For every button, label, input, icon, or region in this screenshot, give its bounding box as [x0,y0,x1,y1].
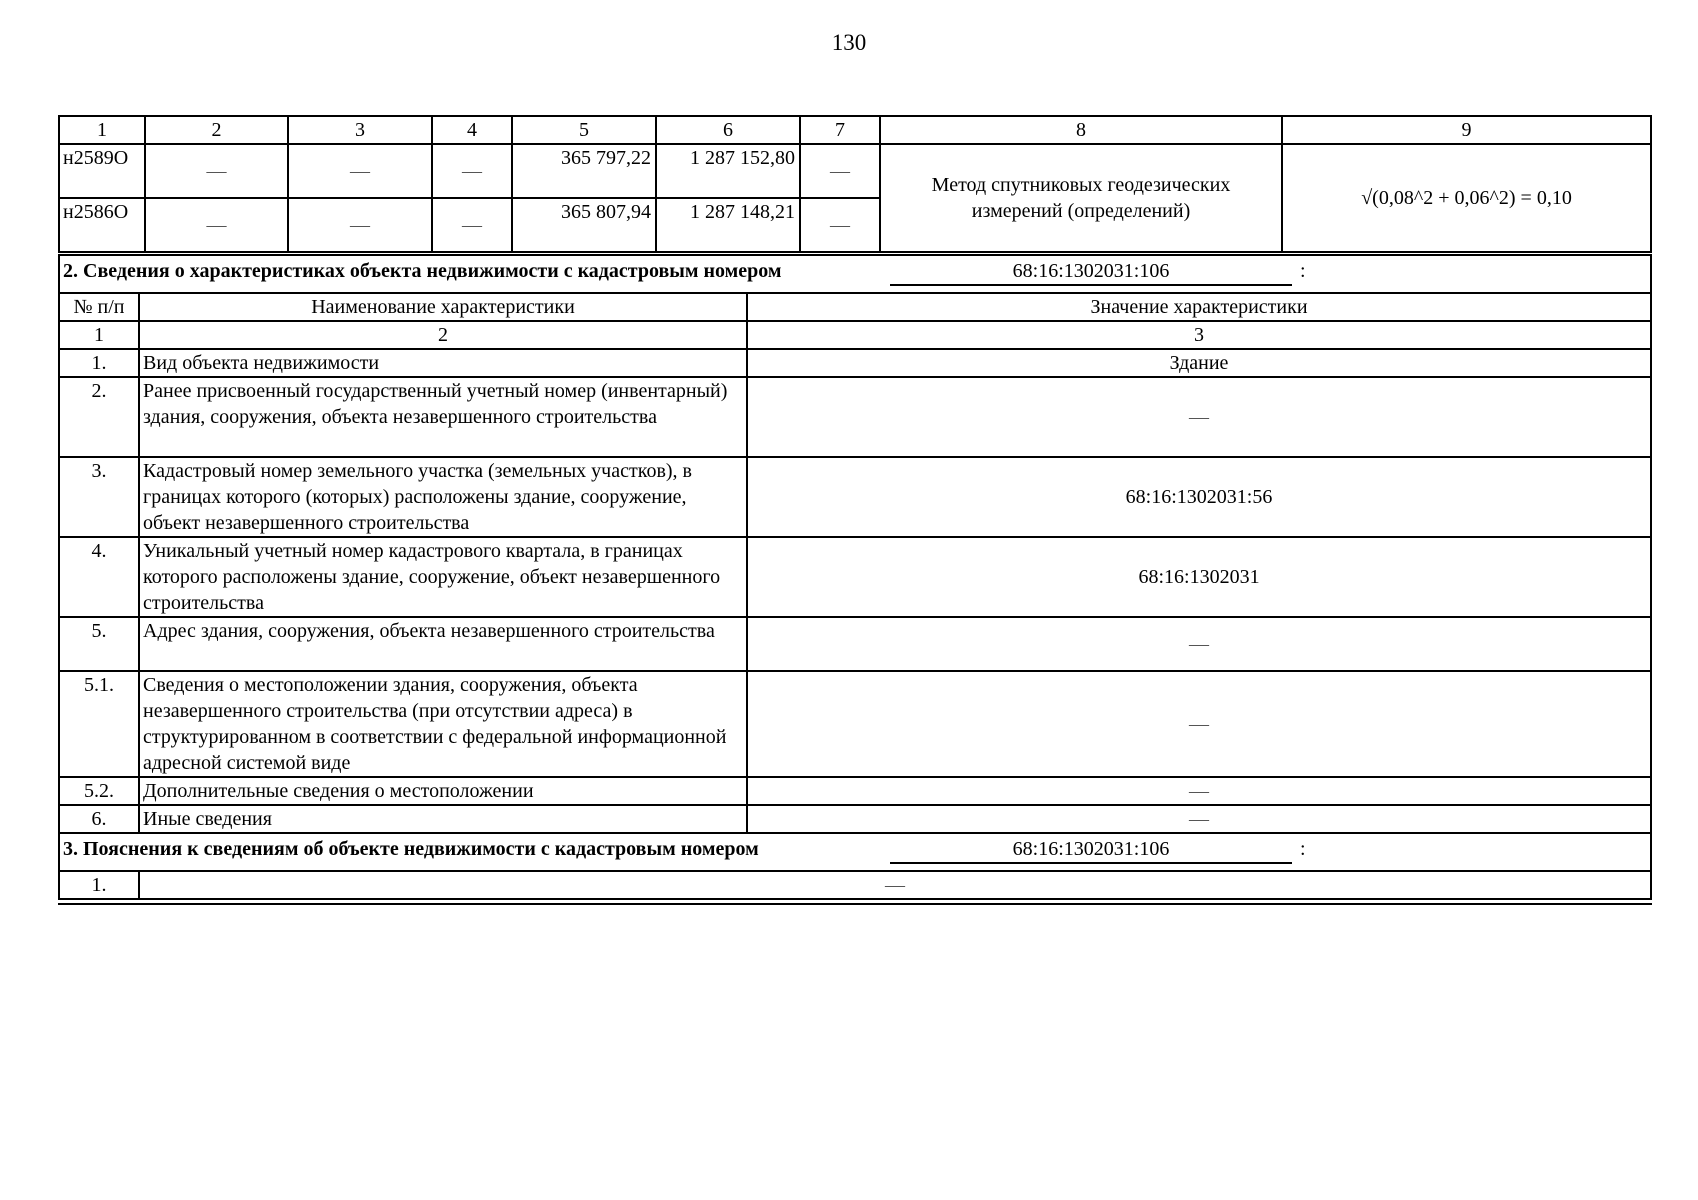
cell-value: — [432,144,512,198]
page-number: 130 [831,30,867,55]
header-value: Значение характеристики [747,293,1651,321]
table-bottom-rule [58,903,1652,905]
characteristics-index-row [59,321,1651,349]
column-index: 1 [59,116,145,144]
row-name: Кадастровый номер земельного участка (земельных участков), в границах которого (которых) расположены здание, сооружение, объект незавершенного строительства [139,457,747,537]
section2-colon: : [1300,260,1306,282]
header-name: Наименование характеристики [139,293,747,321]
row-num: 3. [59,457,139,537]
cell-value: — [800,144,880,198]
section3-title-row [59,833,1651,871]
coordinate-y: 1 287 148,21 [656,198,800,252]
column-index: 3 [288,116,432,144]
table-row [59,144,1651,198]
column-index: 7 [800,116,880,144]
row-value: — [747,377,1651,457]
cell-value: — [288,198,432,252]
column-index: 6 [656,116,800,144]
section3-title: 3. Пояснения к сведениям об объекте недвижимости с кадастровым номером [63,838,759,860]
table-row [59,457,1651,537]
characteristics-header-row [59,293,1651,321]
index-name: 2 [139,321,747,349]
cell-value: — [145,198,288,252]
table-row [59,777,1651,805]
section3-title-cell [59,833,1651,871]
coordinates-table [58,115,1652,253]
row-name: Адрес здания, сооружения, объекта незавершенного строительства [139,617,747,671]
section3-cadastral-number: 68:16:1302031:106 [890,836,1292,864]
row-num: 1. [59,349,139,377]
cell-value: — [800,198,880,252]
section2-cadastral-number: 68:16:1302031:106 [890,258,1292,286]
point-name: н2586О [59,198,145,252]
row-value: — [747,617,1651,671]
table-row [59,871,1651,899]
row-value: 68:16:1302031:56 [747,457,1651,537]
row-value: — [747,671,1651,777]
row-name: Иные сведения [139,805,747,833]
row-value: — [747,805,1651,833]
row-num: 1. [59,871,139,899]
point-name: н2589О [59,144,145,198]
coordinate-x: 365 797,22 [512,144,656,198]
column-index: 9 [1282,116,1651,144]
coordinate-x: 365 807,94 [512,198,656,252]
index-value: 3 [747,321,1651,349]
cell-value: — [288,144,432,198]
row-num: 4. [59,537,139,617]
coordinate-y: 1 287 152,80 [656,144,800,198]
table-row [59,671,1651,777]
row-name: Сведения о местоположении здания, сооружения, объекта незавершенного строительства (при отсутствии адреса) в структурированном в соответствии с федеральной информационной адресной системой виде [139,671,747,777]
row-num: 5. [59,617,139,671]
row-num: 5.1. [59,671,139,777]
row-value: 68:16:1302031 [747,537,1651,617]
coordinates-header-row [59,116,1651,144]
row-name: Уникальный учетный номер кадастрового квартала, в границах которого расположены здание, сооружение, объект незавершенного строительства [139,537,747,617]
cell-value: — [432,198,512,252]
table-row [59,617,1651,671]
table-row [59,537,1651,617]
accuracy-cell: √(0,08^2 + 0,06^2) = 0,10 [1282,144,1651,252]
column-index: 2 [145,116,288,144]
table-row [59,349,1651,377]
section2-title-cell [59,255,1651,293]
column-index: 8 [880,116,1282,144]
row-value: — [747,777,1651,805]
section3-colon: : [1300,838,1306,860]
characteristics-table [58,254,1652,900]
row-name: Вид объекта недвижимости [139,349,747,377]
row-name: Ранее присвоенный государственный учетный номер (инвентарный) здания, сооружения, объекта незавершенного строительства [139,377,747,457]
cell-value: — [145,144,288,198]
row-num: 5.2. [59,777,139,805]
method-cell: Метод спутниковых геодезических измерений (определений) [880,144,1282,252]
section2-title: 2. Сведения о характеристиках объекта недвижимости с кадастровым номером [63,260,782,282]
section2-title-row [59,255,1651,293]
row-num: 6. [59,805,139,833]
row-num: 2. [59,377,139,457]
column-index: 5 [512,116,656,144]
table-row [59,377,1651,457]
index-num: 1 [59,321,139,349]
header-num: № п/п [59,293,139,321]
column-index: 4 [432,116,512,144]
row-name: Дополнительные сведения о местоположении [139,777,747,805]
table-row [59,805,1651,833]
row-value: — [139,871,1651,899]
row-value: Здание [747,349,1651,377]
